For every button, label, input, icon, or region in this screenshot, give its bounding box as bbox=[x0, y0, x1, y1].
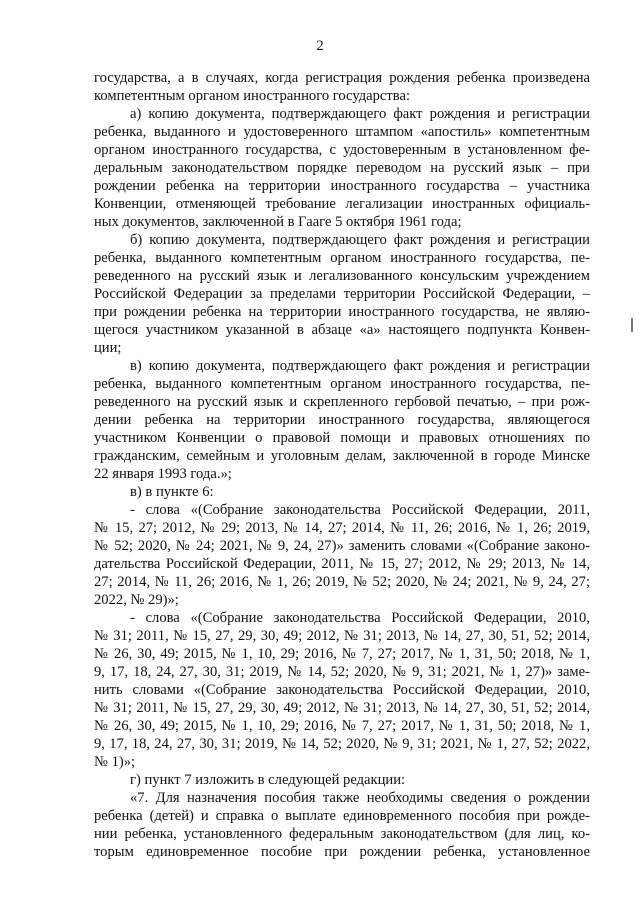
text-line: гражданским, семейным и уголовным делам, заключенной в городе Минске bbox=[94, 448, 590, 464]
text-line: ных документов, заключенной в Гааге 5 октября 1961 года; bbox=[94, 214, 462, 230]
text-line: б) копию документа, подтверждающего факт рождения и регистрации bbox=[130, 232, 590, 248]
text-line: компетентным органом иностранного государства: bbox=[94, 88, 411, 104]
text-line: реведенного на русский язык и легализованного консульским учреждением bbox=[94, 268, 590, 284]
text-line: щегося участником указанной в абзаце «а» настоящего подпункта Конвен- bbox=[94, 322, 590, 338]
text-line: «7. Для назначения пособия также необходимы сведения о рождении bbox=[130, 790, 590, 806]
text-line: - слова «(Собрание законодательства Российской Федерации, 2010, bbox=[130, 610, 590, 626]
text-line: № 31; 2011, № 15, 27, 29, 30, 49; 2012, № 31; 2013, № 14, 27, 30, 51, 52; 2014, bbox=[94, 628, 590, 644]
text-line: 27; 2014, № 11, 26; 2016, № 1, 26; 2019, № 52; 2020, № 24; 2021, № 9, 24, 27; bbox=[94, 574, 590, 590]
text-line: 9, 17, 18, 24, 27, 30, 31; 2019, № 14, 52; 2020, № 9, 31; 2021, № 1, 27, 52; 2022, bbox=[94, 736, 590, 752]
text-line: реведенного на русский язык и скрепленного гербовой печатью, – при рож- bbox=[94, 394, 590, 410]
text-line: 2022, № 29)»; bbox=[94, 592, 179, 608]
text-line: г) пункт 7 изложить в следующей редакции: bbox=[130, 772, 406, 788]
text-line: нить словами «(Собрание законодательства Российской Федерации, 2010, bbox=[94, 682, 590, 698]
text-line: № 26, 30, 49; 2015, № 1, 10, 29; 2016, № 7, 27; 2017, № 1, 31, 50; 2018, № 1, bbox=[94, 646, 590, 662]
text-line: участником Конвенции о правовой помощи и правовых отношениях по bbox=[94, 430, 590, 446]
text-line: нии ребенка, установленного федеральным законодательством (для лиц, ко- bbox=[94, 826, 590, 842]
text-line: Российской Федерации за пределами территории Российской Федерации, – bbox=[94, 286, 590, 302]
text-line: ребенка (детей) и справка о выплате единовременного пособия при рожде- bbox=[94, 808, 590, 824]
page-number: 2 bbox=[316, 38, 324, 54]
text-line: при рождении ребенка на территории иностранного государства, не являю- bbox=[94, 304, 590, 320]
text-line: а) копию документа, подтверждающего факт рождения и регистрации bbox=[130, 106, 590, 122]
text-line: ции; bbox=[94, 340, 122, 356]
text-line: 9, 17, 18, 24, 27, 30, 31; 2019, № 14, 52; 2020, № 9, 31; 2021, № 1, 27)» заме- bbox=[94, 664, 590, 680]
text-line: № 52; 2020, № 24; 2021, № 9, 24, 27)» заменить словами «(Собрание законо- bbox=[94, 538, 590, 554]
text-line: ребенка, выданного компетентным органом иностранного государства, пе- bbox=[94, 376, 590, 392]
scan-edge-mark bbox=[631, 318, 633, 332]
text-line: 22 января 1993 года.»; bbox=[94, 466, 232, 482]
text-line: рождении ребенка на территории иностранного государства – участника bbox=[94, 178, 590, 194]
text-line: ребенка, выданного компетентным органом иностранного государства, пе- bbox=[94, 250, 590, 266]
text-line: в) в пункте 6: bbox=[130, 484, 214, 500]
text-line: дении ребенка на территории иностранного государства, являющегося bbox=[94, 412, 590, 428]
text-line: - слова «(Собрание законодательства Российской Федерации, 2011, bbox=[130, 502, 590, 518]
text-line: в) копию документа, подтверждающего факт рождения и регистрации bbox=[130, 358, 590, 374]
text-line: № 15, 27; 2012, № 29; 2013, № 14, 27; 2014, № 11, 26; 2016, № 1, 26; 2019, bbox=[94, 520, 590, 536]
text-line: органом иностранного государства, с удостоверенным в установленном фе- bbox=[94, 142, 590, 158]
text-line: государства, а в случаях, когда регистрация рождения ребенка произведена bbox=[94, 70, 590, 86]
text-line: дательства Российской Федерации, 2011, № 15, 27; 2012, № 29; 2013, № 14, bbox=[94, 556, 590, 572]
text-line: деральным законодательством порядке переводом на русский язык – при bbox=[94, 160, 590, 176]
text-line: Конвенции, отменяющей требование легализации иностранных официаль- bbox=[94, 196, 590, 212]
text-line: № 31; 2011, № 15, 27, 29, 30, 49; 2012, № 31; 2013, № 14, 27, 30, 51, 52; 2014, bbox=[94, 700, 590, 716]
text-line: № 26, 30, 49; 2015, № 1, 10, 29; 2016, № 7, 27; 2017, № 1, 31, 50; 2018, № 1, bbox=[94, 718, 590, 734]
text-line: ребенка, выданного и удостоверенного штампом «апостиль» компетентным bbox=[94, 124, 590, 140]
text-line: торым единовременное пособие при рождении ребенка, установленное bbox=[94, 844, 590, 860]
text-line: № 1)»; bbox=[94, 754, 136, 770]
